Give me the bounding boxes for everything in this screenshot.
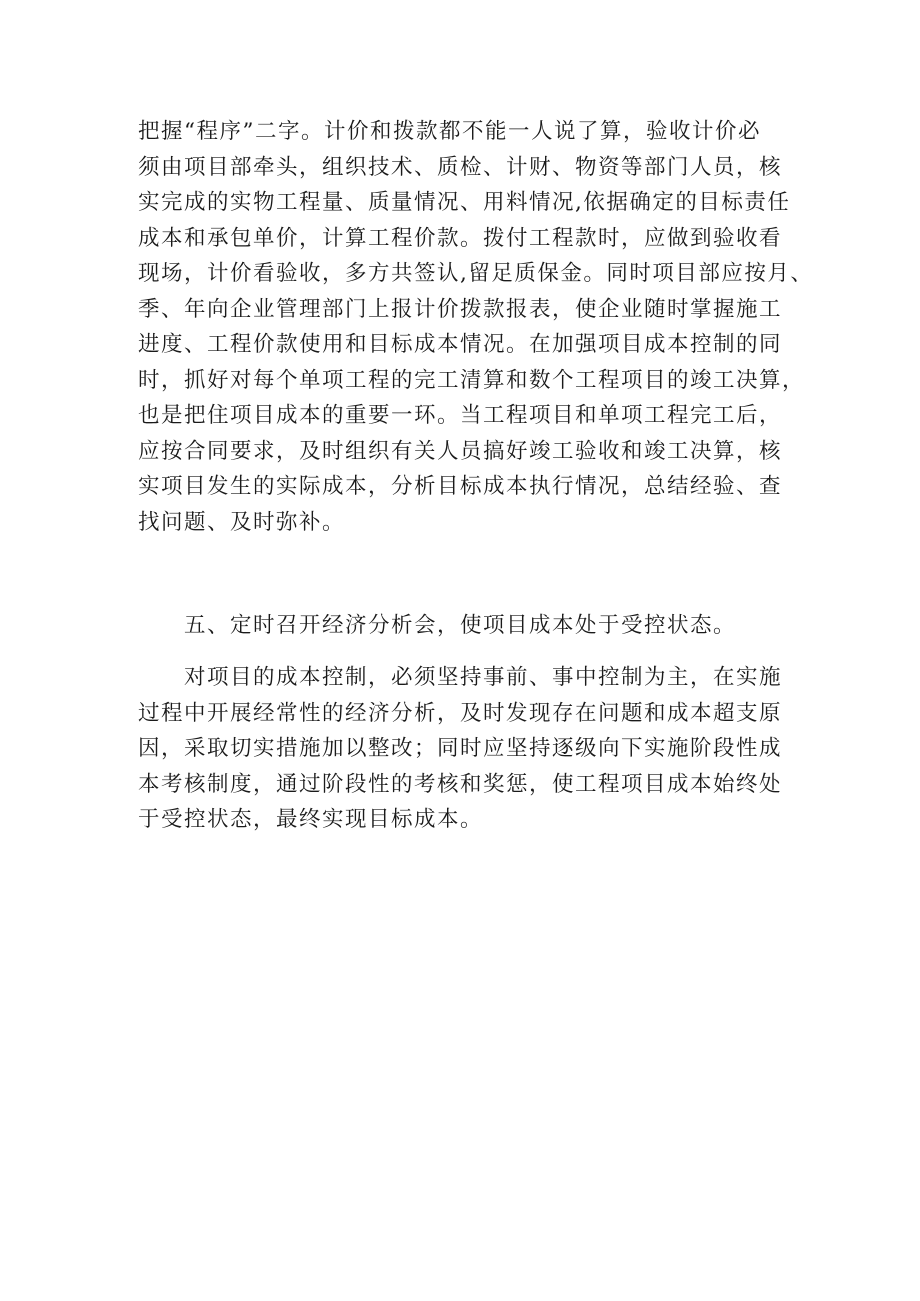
paragraph-line: 对项目的成本控制，必须坚持事前、事中控制为主，在实施: [184, 665, 783, 690]
paragraph-line: 季、年向企业管理部门上报计价拨款报表，使企业随时掌握施工: [138, 296, 783, 322]
paragraph-line: 把握“程序”二字。计价和拨款都不能一人说了算，验收计价必: [138, 119, 761, 144]
paragraph-cost-control: [138, 660, 800, 838]
paragraph-line: 进度、工程价款使用和目标成本情况。在加强项目成本控制的同: [138, 332, 783, 357]
paragraph-line: 找问题、及时弥补。: [138, 509, 346, 535]
section-heading-text: 五、定时召开经济分析会，使项目成本处于受控状态。: [184, 613, 737, 638]
paragraph-cost-settlement: [138, 114, 814, 540]
paragraph-line: 实项目发生的实际成本，分析目标成本执行情况，总结经验、查: [138, 474, 783, 499]
paragraph-line: 现场，计价看验收，多方共签认,留足质保金。同时项目部应按月、: [138, 261, 814, 286]
paragraph-line: 因，采取切实措施加以整改；同时应坚持逐级向下实施阶段性成: [138, 736, 783, 761]
section-heading-5: [138, 608, 800, 644]
paragraph-line: 时，抓好对每个单项工程的完工清算和数个工程项目的竣工决算，: [138, 367, 806, 393]
paragraph-line: 本考核制度，通过阶段性的考核和奖惩，使工程项目成本始终处: [138, 771, 783, 797]
paragraph-line: 也是把住项目成本的重要一环。当工程项目和单项工程完工后，: [138, 403, 783, 428]
paragraph-line: 过程中开展经常性的经济分析，及时发现存在问题和成本超支原: [138, 700, 783, 726]
paragraph-line: 成本和承包单价，计算工程价款。拨付工程款时，应做到验收看: [138, 225, 783, 251]
paragraph-line: 实完成的实物工程量、质量情况、用料情况,依据确定的目标责任: [138, 190, 791, 215]
paragraph-line: 应按合同要求，及时组织有关人员搞好竣工验收和竣工决算，核: [138, 438, 783, 464]
paragraph-line: 于受控状态，最终实现目标成本。: [138, 807, 484, 832]
paragraph-line: 须由项目部牵头，组织技术、质检、计财、物资等部门人员，核: [138, 154, 783, 180]
